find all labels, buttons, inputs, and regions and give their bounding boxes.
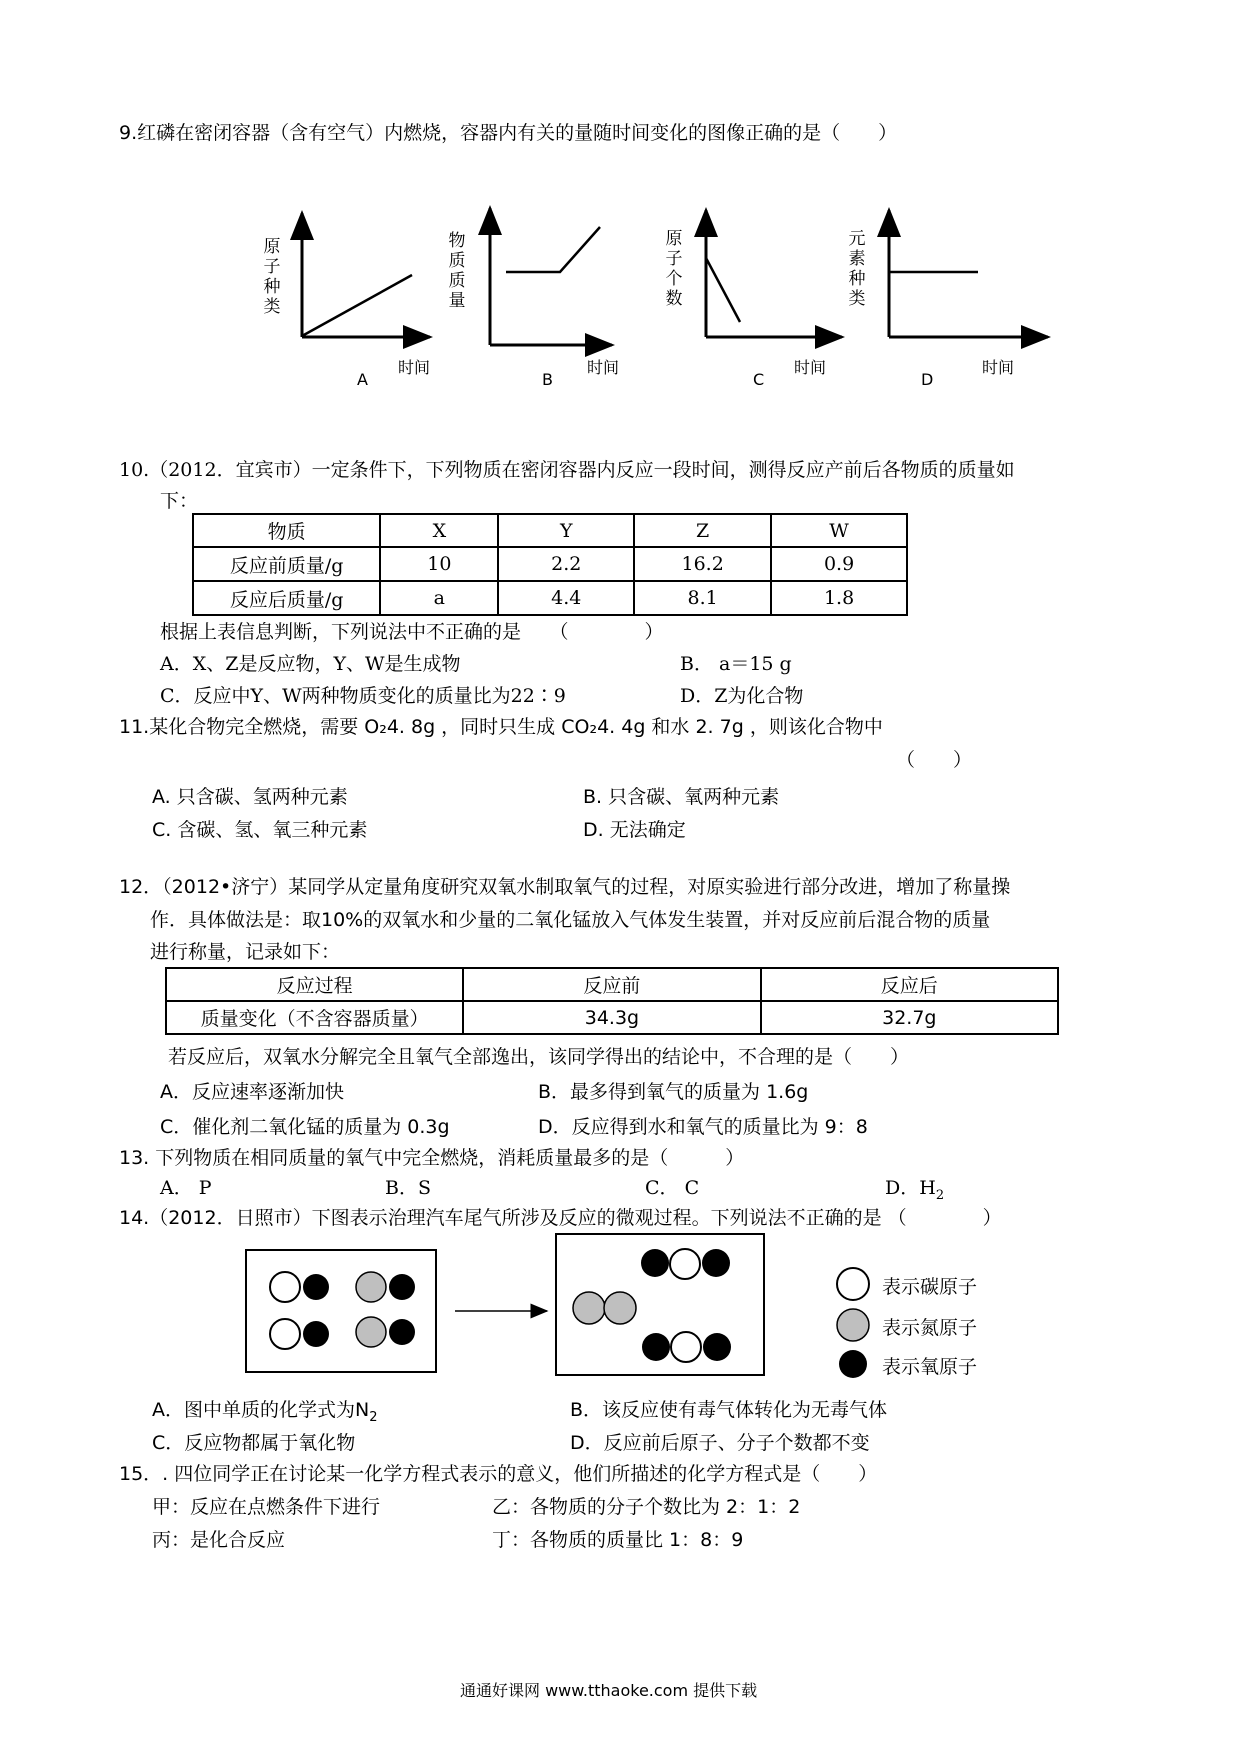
- graph-a-ylabel: 原子种类: [263, 237, 281, 317]
- q10-cell: a: [380, 581, 498, 615]
- q12-cell: 32.7g: [761, 1001, 1058, 1034]
- q10-option-d: D．Z为化合物: [680, 685, 804, 707]
- q11-option-b: B. 只含碳、氧两种元素: [583, 786, 780, 808]
- q14-option-d: D．反应前后原子、分子个数都不变: [570, 1432, 870, 1454]
- q15-ding: 丁：各物质的质量比 1：8：9: [492, 1529, 744, 1551]
- q10-cell: 10: [380, 547, 498, 581]
- q12-question: 若反应后，双氧水分解完全且氧气全部逸出，该同学得出的结论中，不合理的是（ ）: [168, 1046, 910, 1068]
- q10-question: 根据上表信息判断，下列说法中不正确的是 （ ）: [160, 621, 664, 643]
- q12-line3: 进行称量，记录如下：: [150, 941, 341, 963]
- graph-b-letter: B: [542, 370, 553, 389]
- q11-option-d: D. 无法确定: [583, 819, 686, 841]
- legend-nitrogen-label: 表示氮原子: [882, 1317, 978, 1339]
- legend-carbon-label: 表示碳原子: [882, 1276, 978, 1298]
- q12-line2: 作．具体做法是：取10%的双氧水和少量的二氧化锰放入气体发生装置，并对反应前后混合物的质量: [150, 909, 991, 931]
- q14-option-b: B．该反应使有毒气体转化为无毒气体: [570, 1399, 888, 1421]
- q10-th-z: Z: [634, 514, 771, 547]
- q12-th-before: 反应前: [463, 968, 760, 1001]
- q10-cell: 8.1: [634, 581, 771, 615]
- graph-d-xlabel: 时间: [982, 358, 1015, 377]
- graph-c-ylabel: 原子个数: [665, 229, 683, 309]
- q14-option-c: C．反应物都属于氧化物: [152, 1432, 356, 1454]
- q11-option-c: C. 含碳、氢、氧三种元素: [152, 819, 368, 841]
- q10-th-y: Y: [498, 514, 634, 547]
- q12-th-process: 反应过程: [166, 968, 463, 1001]
- q14-option-a-sub: 2: [369, 1409, 378, 1425]
- q10-th-substance: 物质: [193, 514, 380, 547]
- n2-molecule: [573, 1292, 636, 1324]
- q12-option-d: D．反应得到水和氧气的质量比为 9：8: [538, 1116, 868, 1138]
- q14-option-a-text: A．图中单质的化学式为N: [152, 1399, 370, 1421]
- q10-cell: 4.4: [498, 581, 634, 615]
- footer: 通通好课网 www.tthaoke.com 提供下载: [460, 1681, 758, 1700]
- q12-option-b: B．最多得到氧气的质量为 1.6g: [538, 1081, 809, 1103]
- q13-option-c: C． C: [645, 1177, 700, 1199]
- q12-line1: 12．（2012•济宁）某同学从定量角度研究双氧水制取氧气的过程，对原实验进行部分改进，增加了称量操: [119, 876, 1011, 898]
- q10-cell: 反应前质量/g: [193, 547, 380, 581]
- q10-th-w: W: [771, 514, 907, 547]
- q12-th-after: 反应后: [761, 968, 1058, 1001]
- legend-carbon-circle: [837, 1268, 869, 1300]
- q13-option-a: A． P: [160, 1177, 212, 1199]
- q10-th-x: X: [380, 514, 498, 547]
- q14-option-a: [152, 1395, 378, 1425]
- q10-option-a: A．X、Z是反应物，Y、W是生成物: [160, 653, 461, 675]
- co2-molecule: [642, 1332, 731, 1362]
- legend-nitrogen-circle: [837, 1309, 869, 1341]
- legend-oxygen-label: 表示氧原子: [882, 1356, 978, 1378]
- q10-option-c: C．反应中Y、W两种物质变化的质量比为22∶9: [160, 685, 566, 707]
- q12-option-a: A．反应速率逐渐加快: [160, 1081, 344, 1103]
- q15-stem: 15．. 四位同学正在讨论某一化学方程式表示的意义，他们所描述的化学方程式是（ ）: [119, 1463, 878, 1485]
- q10-stem-line2: 下：: [160, 490, 199, 512]
- q10-cell: 反应后质量/g: [193, 581, 380, 615]
- graph-d-letter: D: [921, 370, 934, 389]
- q10-cell: 2.2: [498, 547, 634, 581]
- no-molecule: [356, 1272, 415, 1302]
- graph-b-xlabel: 时间: [587, 358, 620, 377]
- q10-stem-line1: 10.（2012．宜宾市）一定条件下，下列物质在密闭容器内反应一段时间，测得反应产前后各物质的质量如: [119, 459, 1015, 481]
- co-molecule: [270, 1272, 329, 1302]
- q12-cell: 质量变化（不含容器质量）: [166, 1001, 463, 1034]
- q10-cell: 1.8: [771, 581, 907, 615]
- q11-stem: 11.某化合物完全燃烧，需要 O₂4. 8g ，同时只生成 CO₂4. 4g 和水 2. 7g ，则该化合物中: [119, 716, 883, 738]
- q9-stem: 9.红磷在密闭容器（含有空气）内燃烧，容器内有关的量随时间变化的图像正确的是（ ）: [119, 122, 898, 144]
- graph-c-letter: C: [753, 370, 765, 389]
- graph-a-letter: A: [357, 370, 368, 389]
- q11-option-a: A. 只含碳、氢两种元素: [152, 786, 348, 808]
- q12-cell: 34.3g: [463, 1001, 760, 1034]
- q13-option-d-sub: 2: [935, 1187, 945, 1203]
- graph-a-xlabel: 时间: [398, 358, 431, 377]
- q15-jia: 甲：反应在点燃条件下进行: [152, 1496, 381, 1518]
- q15-yi: 乙：各物质的分子个数比为 2：1：2: [492, 1496, 801, 1518]
- graph-c-xlabel: 时间: [794, 358, 827, 377]
- q14-stem: 14.（2012．日照市）下图表示治理汽车尾气所涉及反应的微观过程。下列说法不正确的是 （ ）: [119, 1207, 1002, 1229]
- q13-option-d-text: D．H: [885, 1177, 936, 1199]
- q10-cell: 16.2: [634, 547, 771, 581]
- q13-option-b: B．S: [385, 1177, 431, 1199]
- q15-bing: 丙：是化合反应: [152, 1529, 286, 1551]
- q13-stem: 13. 下列物质在相同质量的氧气中完全燃烧，消耗质量最多的是（ ）: [119, 1147, 745, 1169]
- q10-cell: 0.9: [771, 547, 907, 581]
- q11-paren: （ ）: [896, 749, 973, 771]
- legend-oxygen-circle: [839, 1350, 867, 1378]
- q12-option-c: C．催化剂二氧化锰的质量为 0.3g: [160, 1116, 450, 1138]
- reactants-box: [246, 1250, 436, 1372]
- co-molecule: [270, 1319, 329, 1349]
- q10-option-b: B． a＝15 g: [680, 653, 792, 675]
- co2-molecule: [641, 1249, 730, 1279]
- graph-d-ylabel: 元素种类: [848, 229, 866, 309]
- graph-b-ylabel: 物质质量: [448, 231, 466, 311]
- no-molecule: [356, 1317, 415, 1347]
